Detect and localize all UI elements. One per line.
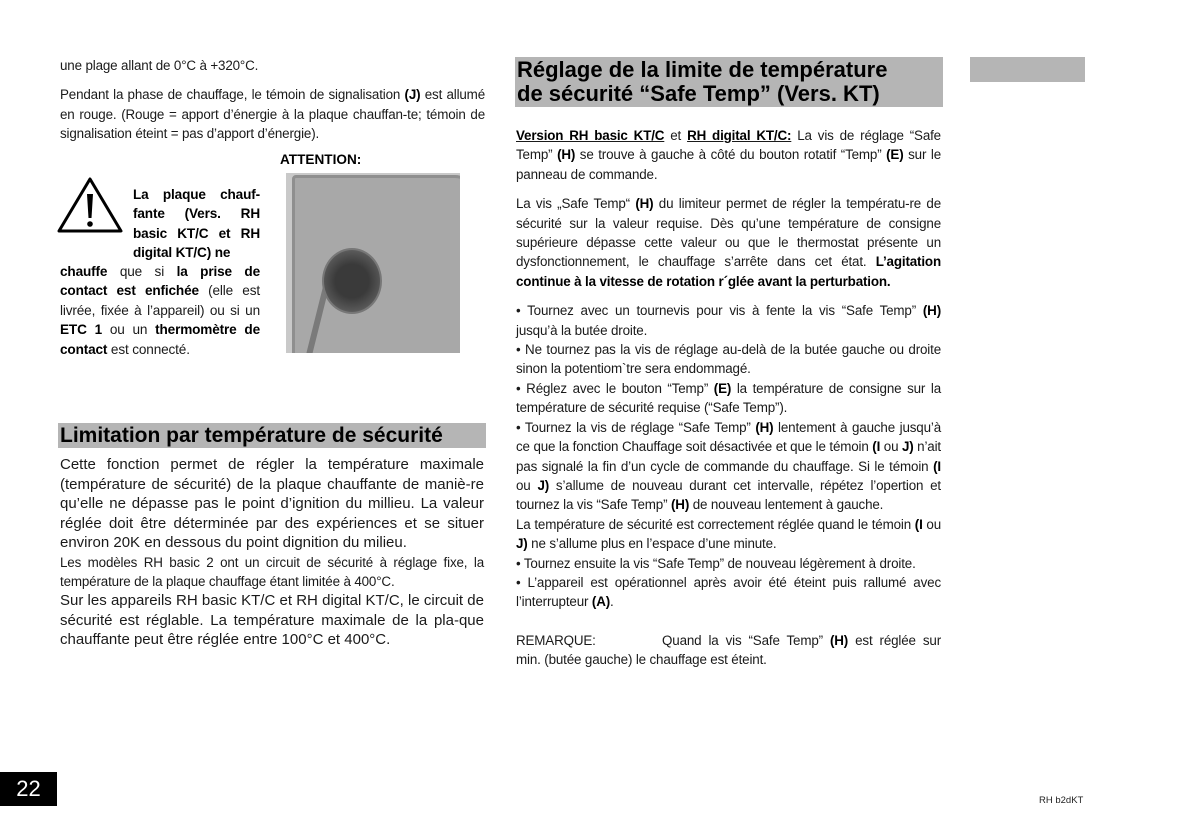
left-section-body [60,455,484,650]
text-run: que si [107,264,177,279]
bullet-item [516,573,941,612]
text-run: • Ne tournez pas la vis de réglage au-delà de la butée gauche ou droite sinon la potentiom`tre sera endommagé. [516,342,941,377]
text-run: . [610,594,614,610]
text-run: • L’appareil est opérationnel après avoir été éteint puis rallumé avec l’interrupteur [516,574,941,610]
text-run: • Tournez ensuite la vis “Safe Temp” de nouveau légèrement à droite. [516,555,916,571]
title-line: de sécurité “Safe Temp” (Vers. KT) [517,81,880,106]
bold-text: J) [516,536,528,552]
bold-text: J) [901,439,914,455]
text-run: Les modèles RH basic 2 ont un circuit de sécurité à réglage fixe, la température de la plaque chauffage étant limitée à 400°C. [60,554,484,589]
bold-text: (E) [713,380,732,396]
bold-text: chauffe [60,264,108,279]
text-run: • Tournez la vis de réglage “Safe Temp” [516,419,756,435]
text-run: Cette fonction permet de régler la température maximale (température de sécurité) de la plaque chauffante de maniè-re qu’elle ne dépasse pas le point d’ignition du millieu. La valeur réglée doit être déterminée par des expériences et se situer environ 20K en dessous du point dignition du milieu. [60,456,484,551]
text-run: ou [880,439,902,455]
paragraph [60,455,484,553]
bold-text: L’agitation continue à la vitesse de rotation r´glée avant la perturbation. [516,254,941,289]
bullet-item [516,379,941,418]
right-body [516,126,941,670]
bold-text: (H) [922,303,941,319]
text-run: • Réglez avec le bouton “Temp” [516,380,714,396]
text-run: de nouveau lentement à gauche. [689,497,884,513]
bold-text: (J) [404,87,421,103]
remark-label: REMARQUE: [516,632,596,648]
bold-text: la prise de contact est enfichée [60,264,260,299]
bold-text: RH digital KT/C: [687,128,792,143]
text-run: jusqu’à la butée droite. [516,322,648,338]
text-run: est réglée sur min. (butée gauche) le chauffage est éteint. [516,632,941,668]
bold-text: (H) [670,497,690,513]
bold-text: La plaque chauf-fante (Vers. RH basic KT/C et RH digital KT/C) ne [133,187,260,261]
text-run: et [664,128,688,143]
text-run: Sur les appareils RH basic KT/C et RH digital KT/C, le circuit de sécurité est réglable. La température maximale de la pla-que chauffante peut être réglée entre 100°C et 400°C. [60,592,484,649]
bold-text: ETC 1 [60,322,102,338]
text-run: La température de sécurité est correctement réglée quand le témoin [516,516,915,532]
bold-text: (H) [755,419,774,435]
bold-text: thermomètre de contact [60,322,260,357]
text-run: est connecté. [107,341,190,357]
left-intro [60,56,485,144]
text-run: Quand la vis “Safe Temp” [662,632,830,648]
bold-text: (I [914,516,923,532]
text-run: ou [922,516,941,532]
bullet-item [516,301,941,340]
title-line: Réglage de la limite de température [517,57,888,82]
warning-intro [133,185,260,263]
text-run: s’allume de nouveau durant cet intervalle, répétez l’opertion et tournez la vis “Safe Temp” [516,477,942,513]
document-code: RH b2dKT [1039,795,1084,806]
text-run: ne s’allume plus en l’espace d’une minute. [527,536,777,552]
text-run: La vis „Safe Temp“ [516,196,636,212]
text-run: (elle est livrée, fixée à l’appareil) ou si un [60,283,260,318]
section-title-safe-temp [515,57,943,107]
bold-text: Version RH basic KT/C [516,128,665,143]
bold-text: (E) [886,147,904,163]
paragraph [516,515,941,554]
text-run: Pendant la phase de chauffage, le témoin de signalisation [60,87,405,103]
page-number: 22 [0,772,57,806]
hotplate-photo [286,173,460,353]
text-run: • Tournez avec un tournevis pour vis à fente la vis “Safe Temp” [516,303,923,319]
header-tab-marker [970,57,1085,82]
bullet-item [516,554,941,573]
text-run: n’ait pas signalé la fin d’un cycle de commande du chauffage. Si le témoin [516,439,941,474]
bold-text: (I [933,458,941,474]
bold-text: (A) [591,594,611,610]
text-run: une plage allant de 0°C à +320°C. [60,58,259,73]
warning-icon [56,176,124,234]
text-run: ou [516,477,538,493]
bullet-item [516,418,941,515]
text-run: du limiteur permet de régler la températu-re de sécurité sur la valeur requise. Dès qu’une température de consigne supérieure dépasse cette valeur ou que le thermostat présente un dysfonctionnement, le chauffage s’arrête dans cet état. [516,196,941,270]
text-run: lentement à gauche jusqu’à ce que la fonction Chauffage soit désactivée et que le témoin [516,419,941,455]
paragraph [60,85,485,143]
bullet-item [516,340,941,379]
paragraph [516,194,941,291]
text-run: La vis de réglage “Safe Temp” [516,128,941,163]
paragraph [60,591,484,650]
paragraph [60,553,484,592]
bold-text: (I [872,439,881,455]
section-title-limitation: Limitation par température de sécurité [58,423,486,448]
warning-text [60,262,260,359]
text-run: sur le panneau de commande. [516,147,941,182]
text-run: la température de consigne sur la température de sécurité requise (“Safe Temp”). [516,380,941,416]
bold-text: (H) [829,632,849,648]
bold-text: J) [537,477,550,493]
paragraph [60,56,485,75]
remark [516,631,941,670]
text-run: ou un [101,322,156,338]
attention-label: ATTENTION: [280,152,362,167]
bold-text: (H) [557,147,576,163]
bold-text: (H) [635,196,654,212]
text-run: est allumé en rouge. (Rouge = apport d’énergie à la plaque chauffan-te; témoin de signalisation éteint = pas d’apport d’énergie). [60,87,485,142]
paragraph [516,126,941,184]
text-run: se trouve à gauche à côté du bouton rotatif “Temp” [575,147,887,163]
